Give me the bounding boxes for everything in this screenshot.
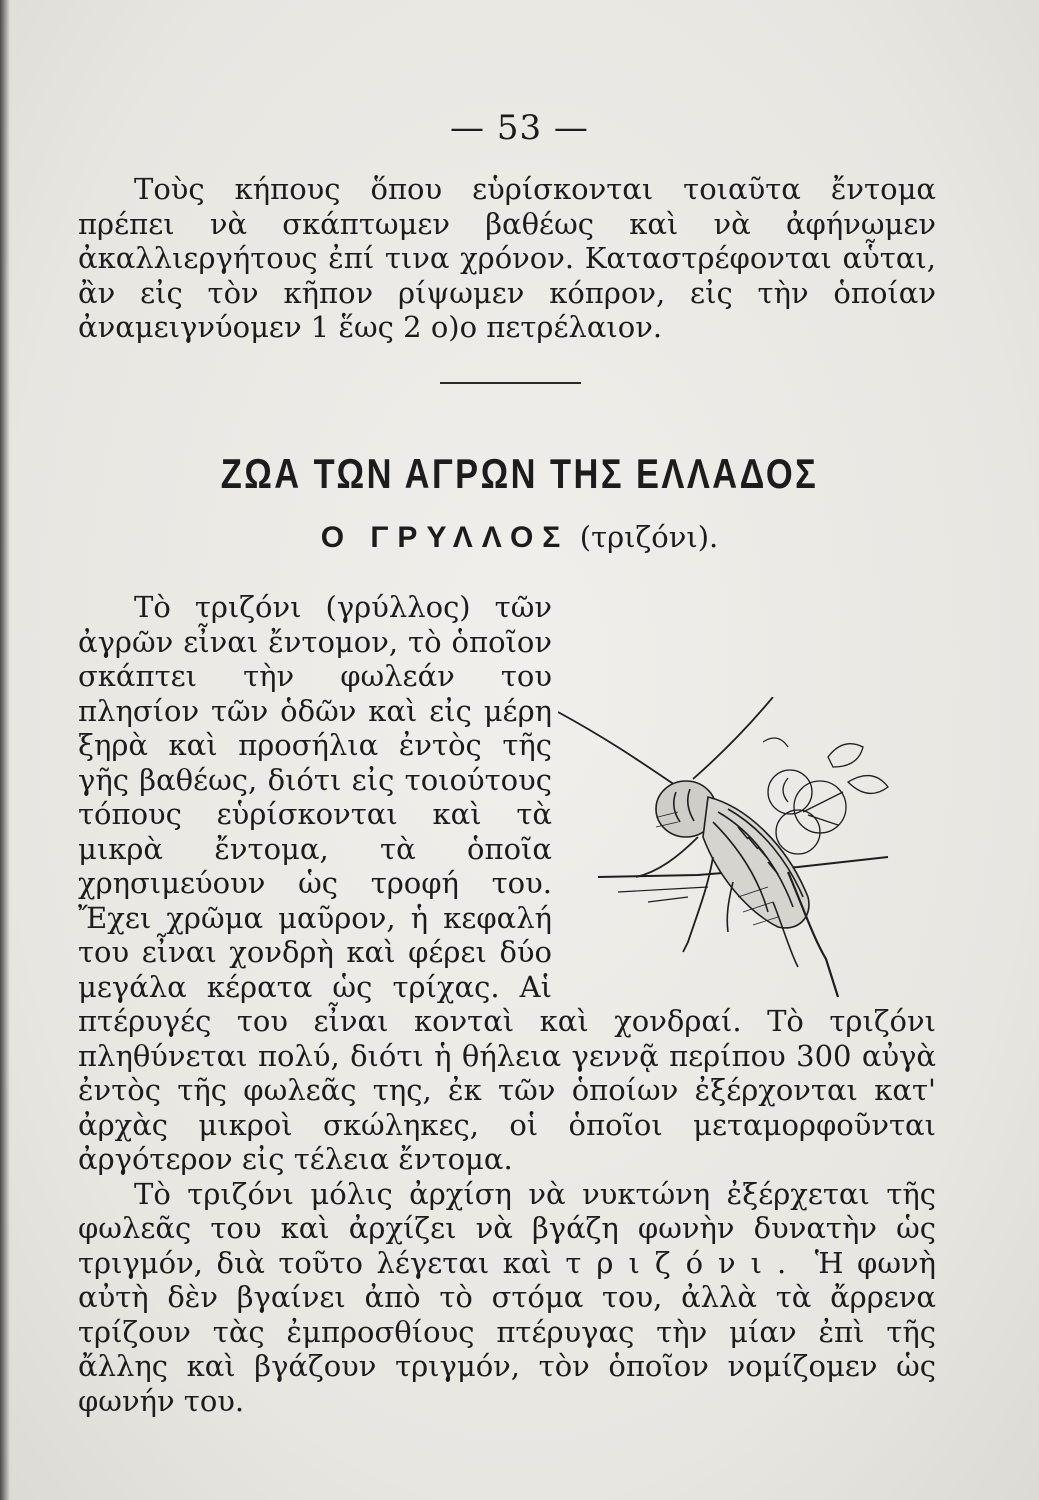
section-divider	[440, 382, 581, 384]
cricket-illustration	[558, 697, 940, 1002]
page-number: — 53 —	[450, 108, 589, 148]
article-body	[78, 590, 936, 1418]
paragraph-2-end: Ἡ φωνὴ αὐτὴ δὲν βγαίνει ἀπὸ τὸ στόμα του, ἀλλὰ τὰ ἄρρενα τρίζουν τὰς ἐμπροσθίους πτέρυγας τὴν μίαν ἐπὶ τῆς ἄλλης καὶ βγάζουν τριγμόν, τὸν ὁποῖον νομίζομεν ὡς φωνήν του.	[78, 1245, 937, 1418]
intro-text-block	[78, 172, 936, 345]
paragraph-2-start: Τὸ τριζόνι μόλις ἀρχίση νὰ νυκτώνη ἐξέρχεται τῆς φωλεᾶς του καὶ ἀρχίζει νὰ βγάζη φωνὴν δυνατὴν ὡς τριγμόν, διὰ τοῦτο λέγεται καὶ	[78, 1176, 936, 1280]
intro-paragraph: Τοὺς κήπους ὅπου εὑρίσκονται τοιαῦτα ἔντομα πρέπει νὰ σκάπτωμεν βαθέως καὶ νὰ ἀφήνωμεν ἀκαλλιεργήτους ἐπί τινα χρόνον. Καταστρέφονται αὗται, ἂν εἰς τὸν κῆπον ρίψωμεν κόπρον, εἰς τὴν ὁποίαν ἀναμειγνύομεν 1 ἕως 2 ο)ο πετρέλαιον.	[78, 172, 936, 344]
article-subtitle	[0, 520, 1039, 555]
paragraph-1: Τὸ τριζόνι (γρύλλος) τῶν ἀγρῶν εἶναι ἔντομον, τὸ ὁποῖον σκάπτει τὴν φωλεάν του πλησίον τῶν ὁδῶν καὶ εἰς μέρη ξηρὰ καὶ προσήλια ἐντὸς τῆς γῆς βαθέως, διότι εἰς τοιούτους τόπους εὑρίσκονται καὶ τὰ μικρὰ ἔντομα, τὰ ὁποῖα χρησιμεύουν ὡς τροφή του. Ἔχει χρῶμα μαῦρον, ἡ κεφαλή του εἶναι χονδρὴ καὶ φέρει δύο μεγάλα κέρατα ὡς τρίχας. Αἱ πτέρυγές του εἶναι κονταὶ καὶ χονδραί. Τὸ τριζόνι πληθύνεται πολύ, διότι ἡ θήλεια γεννᾷ περίπου 300 αὐγὰ ἐντὸς τῆς φωλεᾶς της, ἐκ τῶν ὁποίων ἐξέρχονται κατ' ἀρχὰς μικροὶ σκώληκες, οἱ ὁποῖοι μεταμορφοῦνται ἀργότερον εἰς τέλεια ἔντομα.	[78, 590, 936, 1176]
section-title: ΖΩΑ ΤΩΝ ΑΓΡΩΝ ΤΗΣ ΕΛΛΑΔΟΣ	[220, 450, 819, 497]
subtitle-main: Ο ΓΡΥΛΛΟΣ	[320, 521, 570, 554]
subtitle-paren: (τριζόνι).	[579, 520, 719, 554]
page-edge-shadow	[0, 0, 10, 1500]
paragraph-2	[78, 1177, 936, 1419]
paragraph-2-spaced-word: τριζόνι.	[565, 1245, 802, 1280]
